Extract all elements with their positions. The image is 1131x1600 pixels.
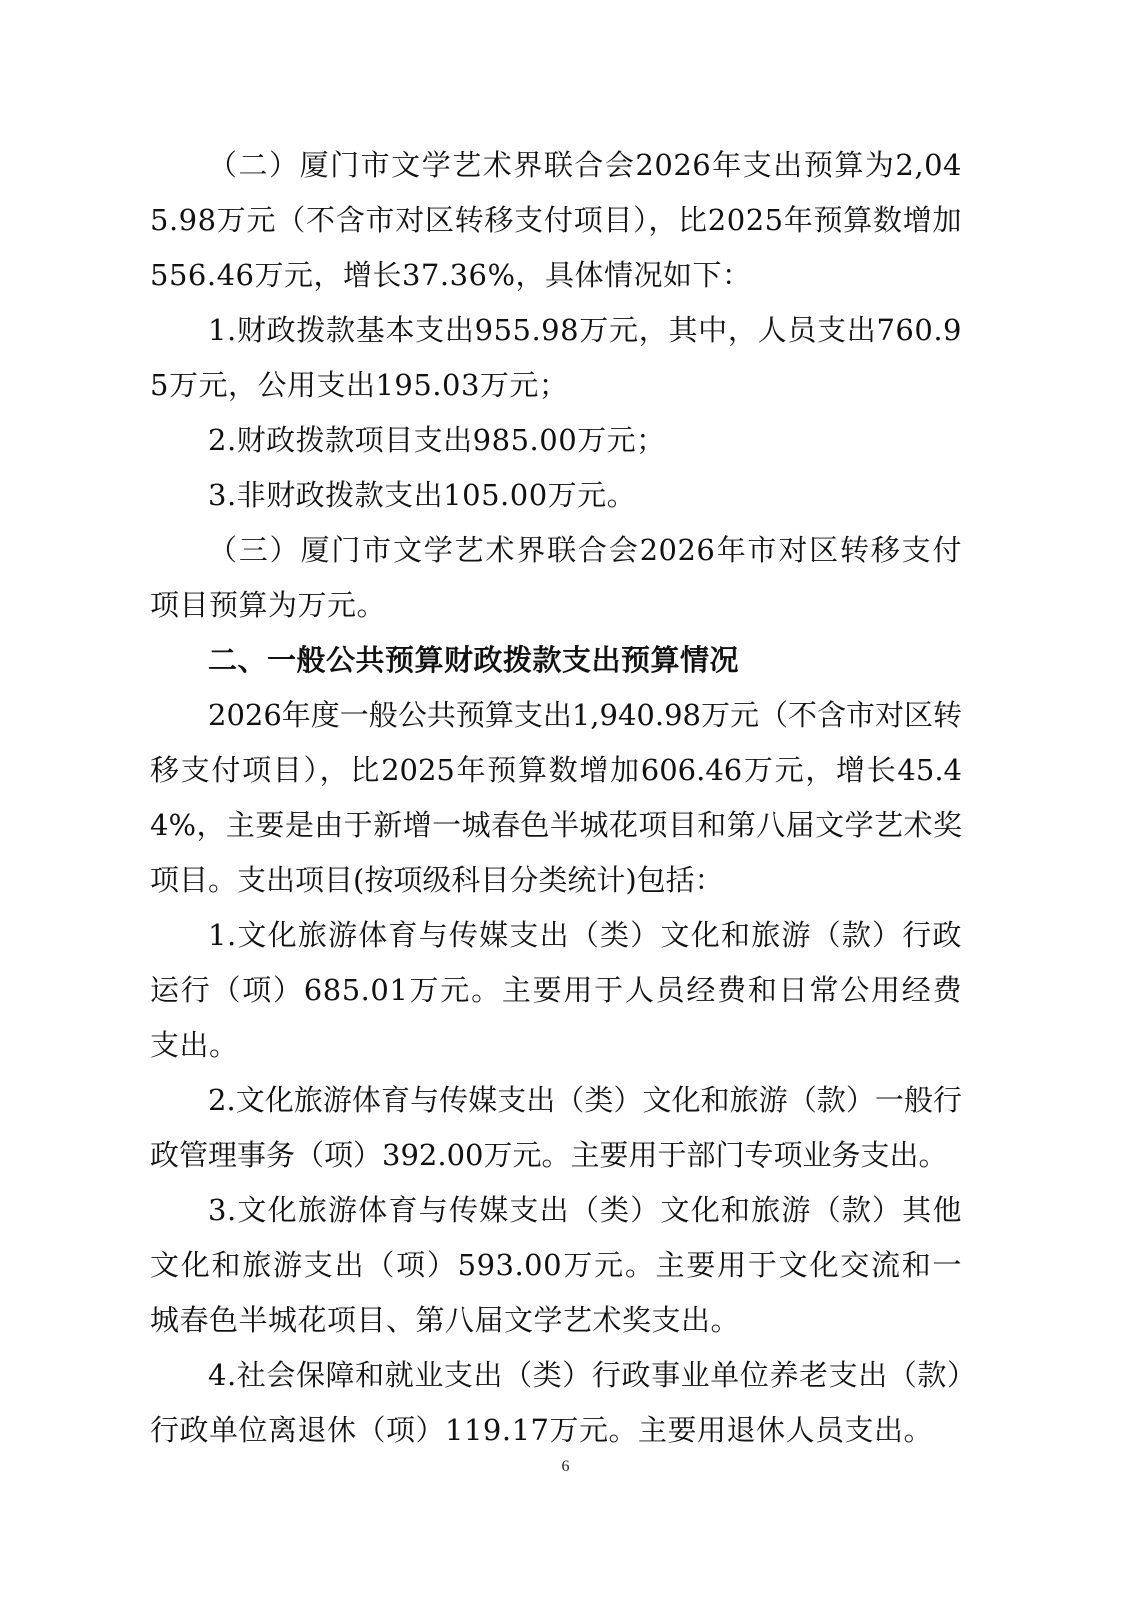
paragraph-non-fiscal-expenditure: 3.非财政拨款支出105.00万元。 [208, 478, 637, 512]
paragraph-basic-expenditure: 1.财政拨款基本支出955.98万元，其中，人员支出760.95万元，公用支出195.03万元； [150, 313, 962, 402]
paragraph-transfer-payment: （三）厦门市文学艺术界联合会2026年市对区转移支付项目预算为万元。 [150, 533, 962, 622]
section-heading: 二、一般公共预算财政拨款支出预算情况 [208, 643, 740, 677]
document-body [150, 138, 962, 1458]
paragraph-expenditure-budget: （二）厦门市文学艺术界联合会2026年支出预算为2,045.98万元（不含市对区转移支付项目），比2025年预算数增加556.46万元，增长37.36%，具体情况如下： [150, 148, 962, 292]
paragraph-general-budget: 2026年度一般公共预算支出1,940.98万元（不含市对区转移支付项目），比2025年预算数增加606.46万元，增长45.44%，主要是由于新增一城春色半城花项目和第八届文学艺术奖项目。支出项目(按项级科目分类统计)包括： [150, 698, 962, 897]
paragraph-project-expenditure: 2.财政拨款项目支出985.00万元； [208, 423, 666, 457]
paragraph-item-3: 3.文化旅游体育与传媒支出（类）文化和旅游（款）其他文化和旅游支出（项）593.00万元。主要用于文化交流和一城春色半城花项目、第八届文学艺术奖支出。 [150, 1193, 962, 1337]
paragraph-item-1: 1.文化旅游体育与传媒支出（类）文化和旅游（款）行政运行（项）685.01万元。主要用于人员经费和日常公用经费支出。 [150, 918, 962, 1062]
paragraph-item-4: 4.社会保障和就业支出（类）行政事业单位养老支出（款）行政单位离退休（项）119.17万元。主要用退休人员支出。 [150, 1358, 962, 1447]
paragraph-item-2: 2.文化旅游体育与传媒支出（类）文化和旅游（款）一般行政管理事务（项）392.00万元。主要用于部门专项业务支出。 [150, 1083, 962, 1172]
page-number: 6 [561, 1458, 570, 1475]
